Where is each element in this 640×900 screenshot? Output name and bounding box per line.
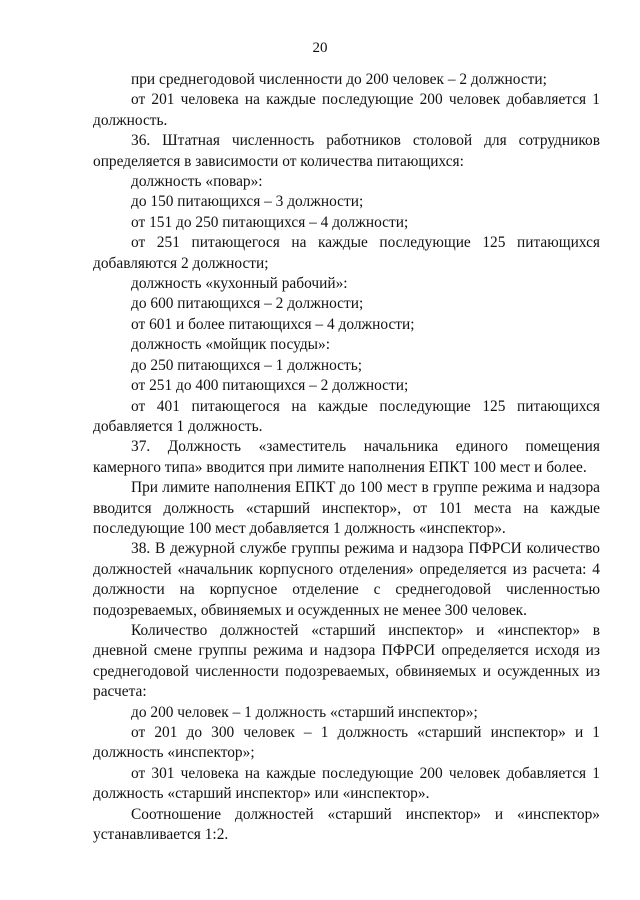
paragraph-22: Соотношение должностей «старший инспектор» и «инспектор» устанавливается 1:2.	[93, 805, 600, 844]
paragraph-4: должность «повар»:	[131, 173, 263, 191]
paragraph-16: При лимите наполнения ЕПКТ до 100 мест в группе режима и надзора вводится должность «старший инспектор», от 101 места на каждые последующие 100 мест добавляется 1 должность «инспектор».	[93, 479, 600, 537]
paragraph-1: при среднегодовой численности до 200 человек – 2 должности;	[131, 71, 547, 88]
paragraph-20: от 201 до 300 человек – 1 должность «старший инспектор» и 1 должность «инспектор»;	[93, 724, 600, 762]
paragraph-2: от 201 человека на каждые последующие 200 человек добавляется 1 должность.	[93, 91, 600, 129]
paragraph-19: до 200 человек – 1 должность «старший инспектор»;	[131, 703, 478, 721]
paragraph-10: от 601 и более питающихся – 4 должности;	[131, 315, 415, 333]
paragraph-18: Количество должностей «старший инспектор» и «инспектор» в дневной смене группы режима и надзора ПФРСИ определяется исходя из среднегодовой численности подозреваемых, обвиняемых и осужденных из расчета:	[93, 621, 600, 701]
paragraph-9: до 600 питающихся – 2 должности;	[131, 295, 364, 313]
document-body	[93, 70, 600, 845]
paragraph-14: от 401 питающегося на каждые последующие 125 питающихся добавляется 1 должность.	[93, 397, 600, 435]
paragraph-21: от 301 человека на каждые последующие 200 человек добавляется 1 должность «старший инспектор» или «инспектор».	[93, 764, 600, 803]
paragraph-13: от 251 до 400 питающихся – 2 должности;	[131, 377, 409, 395]
paragraph-15: 37. Должность «заместитель начальника единого помещения камерного типа» вводится при лимите наполнения ЕПКТ 100 мест и более.	[93, 438, 600, 476]
paragraph-8: должность «кухонный рабочий»:	[131, 275, 348, 293]
paragraph-12: до 250 питающихся – 1 должность;	[131, 356, 363, 374]
paragraph-3: 36. Штатная численность работников столовой для сотрудников определяется в зависимости от количества питающихся:	[93, 132, 600, 170]
paragraph-17: 38. В дежурной службе группы режима и надзора ПФРСИ количество должностей «начальник корпусного отделения» определяется из расчета: 4 должности на корпусное отделение с среднегодовой численностью подозреваемых, обвиняемых и осужденных не менее 300 человек.	[93, 540, 600, 619]
paragraph-5: до 150 питающихся – 3 должности;	[131, 193, 364, 211]
paragraph-6: от 151 до 250 питающихся – 4 должности;	[131, 213, 409, 231]
paragraph-11: должность «мойщик посуды»:	[131, 336, 330, 354]
page-number: 20	[312, 40, 328, 56]
paragraph-7: от 251 питающегося на каждые последующие 125 питающихся добавляются 2 должности;	[93, 234, 600, 272]
